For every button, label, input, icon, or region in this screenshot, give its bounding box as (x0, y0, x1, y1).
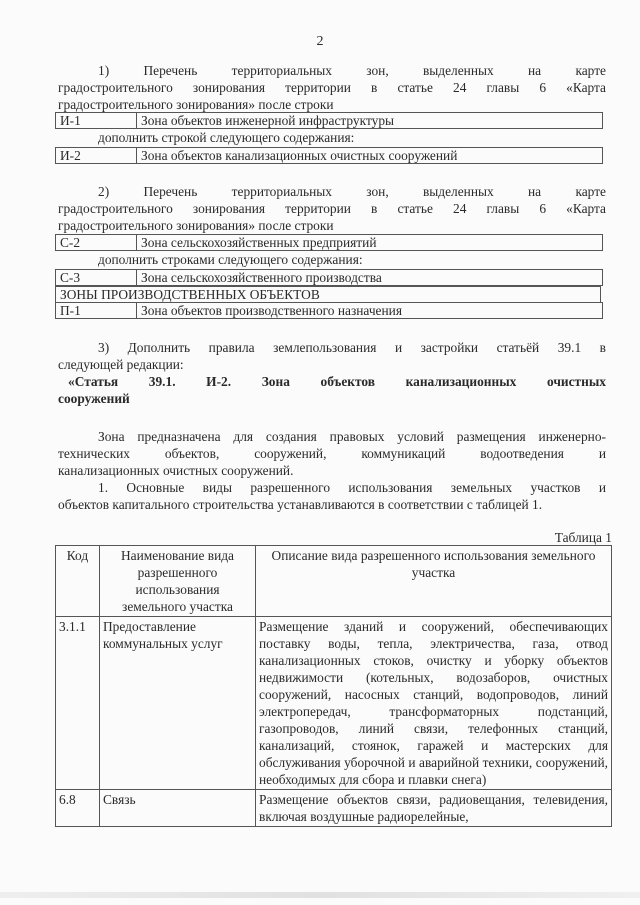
zone-name: Зона объектов инженерной инфраструктуры (137, 113, 603, 129)
row-desc: Размещение объектов связи, радиовещания, телевидения, включая воздушные радиорелейные, (256, 790, 612, 827)
item2-line1: 2) Перечень территориальных зон, выделенных на карте (98, 184, 606, 199)
item2-row-a-table (55, 234, 603, 251)
zone-name: Зона сельскохозяйственных предприятий (137, 235, 603, 251)
zone-name: Зона объектов канализационных очистных сооружений (137, 148, 603, 164)
main-table (55, 545, 612, 827)
table-caption: Таблица 1 (554, 530, 612, 545)
zone-name: Зона сельскохозяйственного производства (137, 270, 603, 286)
point1-line1: 1. Основные виды разрешенного использования земельных участков и (98, 480, 606, 495)
scan-artifact (0, 892, 640, 898)
zone-code: С-2 (56, 235, 137, 251)
page-number: 2 (316, 34, 324, 49)
table-row (56, 617, 612, 790)
zone-code: С-3 (56, 270, 137, 286)
point1-line2: объектов капитального строительства устанавливаются в соответствии с таблицей 1. (58, 497, 543, 512)
row-code: 6.8 (56, 790, 100, 827)
zone-description (58, 428, 606, 479)
row-desc: Размещение зданий и сооружений, обеспечивающих поставку воды, тепла, электричества, газа, отвод канализационных стоков, очистку и уборку объектов недвижимости (котельных, водозаборов, очистных сооружений, насосных станций, водопроводов, линий электропередач, трансформаторных подстанций, газопроводов, линий связи, телефонных станций, канализаций, стоянок, гаражей и мастерских для обслуживания уборочной и аварийной техники, сооружений, необходимых для сбора и плавки снега) (256, 617, 612, 790)
row-name: Предоставление коммунальных услуг (100, 617, 256, 790)
table-header-row (56, 546, 612, 617)
table-row (56, 790, 612, 827)
header-desc: Описание вида разрешенного использования земельного участка (256, 546, 612, 617)
item1-line1: 1) Перечень территориальных зон, выделенных на карте (98, 63, 606, 78)
item3-line1: 3) Дополнить правила землепользования и застройки статьёй 39.1 в (98, 340, 606, 355)
row-name: Связь (100, 790, 256, 827)
row-code: 3.1.1 (56, 617, 100, 790)
item1-paragraph (58, 62, 606, 113)
item2-row-b-table (55, 269, 603, 286)
table-row (56, 270, 603, 286)
table-row (56, 113, 603, 129)
item1-add-text: дополнить строкой следующего содержания: (98, 130, 355, 145)
article-heading-line2: сооружений (58, 391, 130, 406)
section-header: ЗОНЫ ПРОИЗВОДСТВЕННЫХ ОБЪЕКТОВ (55, 286, 601, 302)
item1-row-a-table (55, 112, 603, 129)
item1-row-b-table (55, 147, 603, 164)
table-row (56, 235, 603, 251)
zone-code: П-1 (56, 303, 137, 319)
zone-desc-line2: технических объектов, сооружений, коммуникаций водоотведения и (58, 446, 606, 461)
item2-paragraph (58, 183, 606, 234)
zone-code: И-1 (56, 113, 137, 129)
zone-code: И-2 (56, 148, 137, 164)
item2-add-text: дополнить строками следующего содержания: (98, 252, 363, 267)
table-row (56, 303, 603, 319)
header-code: Код (56, 546, 100, 617)
header-name: Наименование вида разрешенного использования земельного участка (100, 546, 256, 617)
item3-paragraph (58, 339, 606, 407)
item3-line2: следующей редакции: (58, 357, 184, 372)
zone-desc-line3: канализационных очистных сооружений. (58, 463, 294, 478)
item1-line3: градостроительного зонирования» после строки (58, 97, 334, 112)
point1-paragraph (58, 479, 606, 513)
item1-line2: градостроительного зонирования территории в статье 24 главы 6 «Карта (58, 80, 606, 95)
table-row (56, 148, 603, 164)
item2-line3: градостроительного зонирования» после строки (58, 218, 334, 233)
zone-desc-line1: Зона предназначена для создания правовых условий размещения инженерно- (98, 429, 606, 444)
item2-line2: градостроительного зонирования территории в статье 24 главы 6 «Карта (58, 201, 606, 216)
zone-name: Зона объектов производственного назначения (137, 303, 603, 319)
item2-row-c-table (55, 302, 603, 319)
article-heading-line1: «Статья 39.1. И-2. Зона объектов канализационных очистных (68, 374, 606, 389)
